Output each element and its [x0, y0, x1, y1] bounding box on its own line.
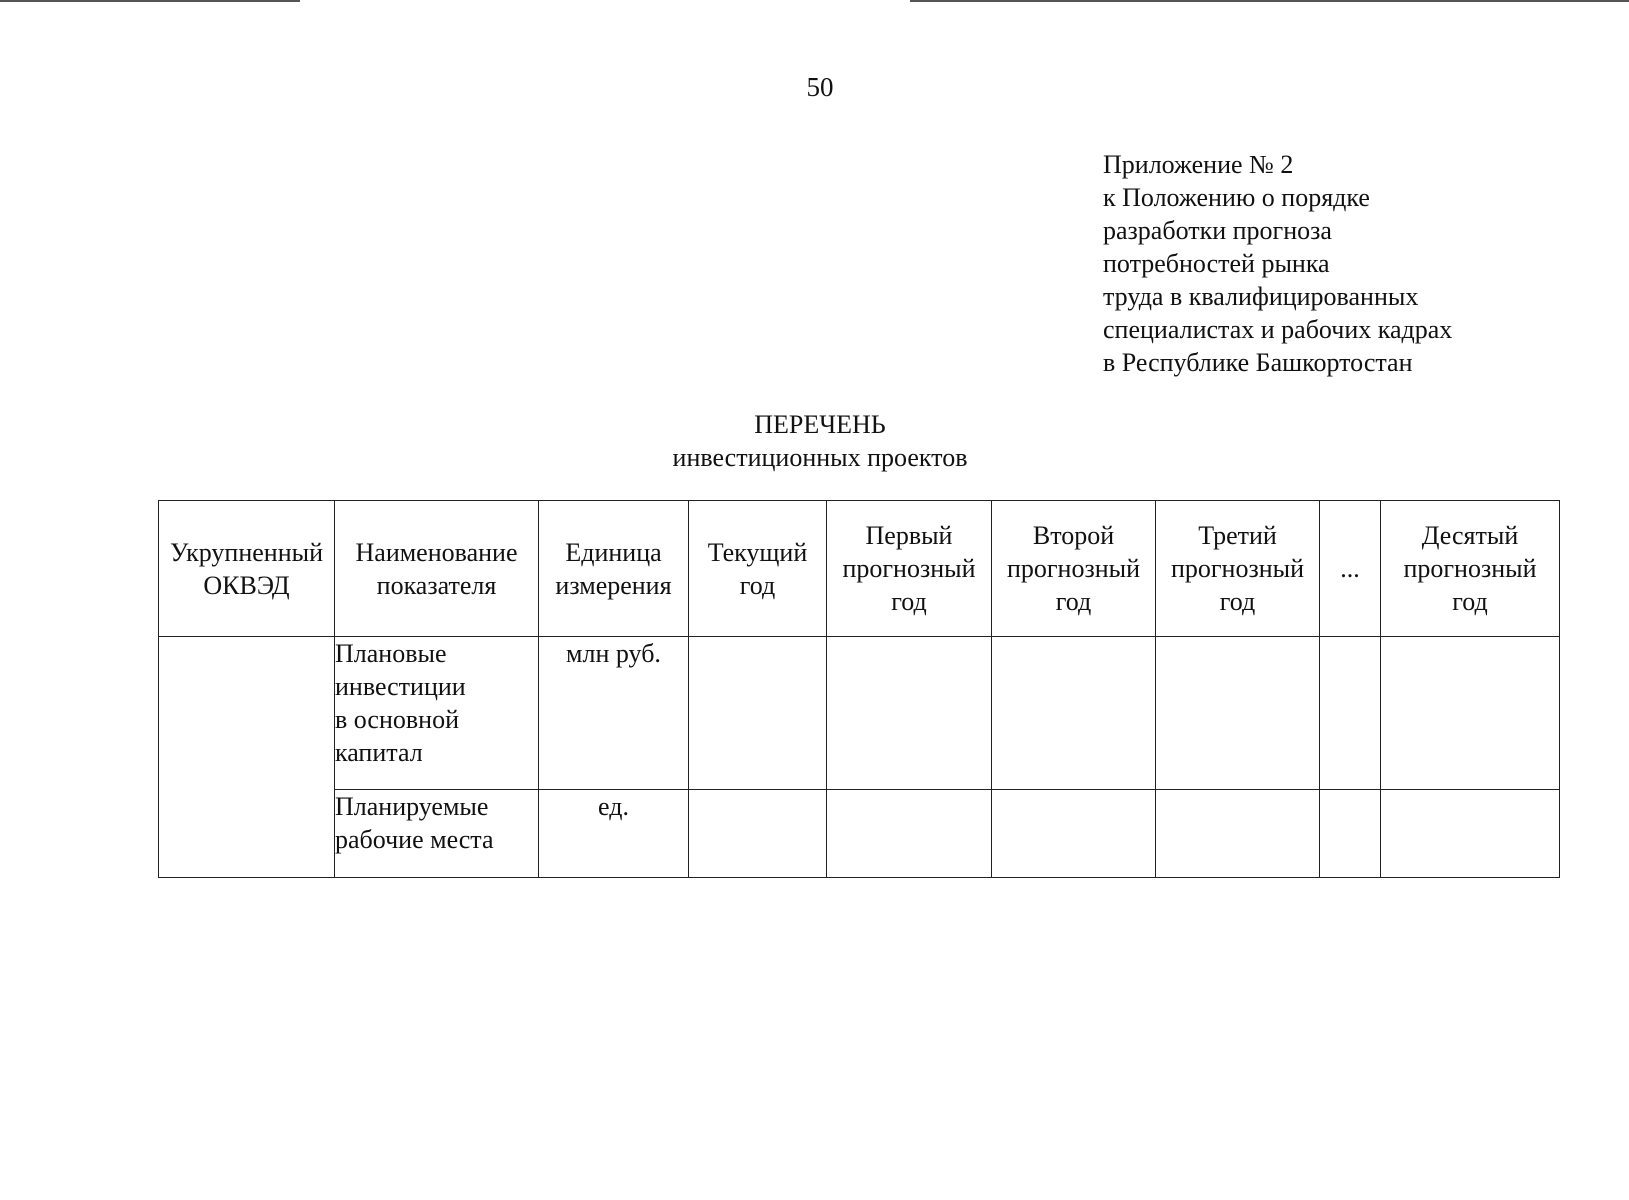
header-third-year-line: год	[1219, 587, 1256, 616]
value-cell	[992, 790, 1156, 878]
indicator-line: рабочие места	[335, 825, 494, 854]
value-cell	[1320, 637, 1381, 790]
header-first-year-line: Первый	[865, 521, 953, 550]
appendix-line: специалистах и рабочих кадрах	[1103, 315, 1453, 344]
header-second-year-line: прогнозный	[1006, 554, 1141, 583]
header-first-forecast-year	[827, 501, 992, 637]
indicator-cell	[335, 637, 539, 790]
header-third-year-line: прогнозный	[1170, 554, 1305, 583]
header-indicator-line: Наименование	[355, 537, 518, 567]
table-header-row	[159, 501, 1560, 637]
appendix-line: к Положению о порядке	[1103, 183, 1370, 212]
header-ellipsis: ...	[1320, 501, 1381, 637]
header-indicator	[335, 501, 539, 637]
header-third-year-line: Третий	[1198, 521, 1277, 550]
appendix-line: разработки прогноза	[1103, 216, 1332, 245]
value-cell	[689, 790, 827, 878]
header-second-forecast-year	[992, 501, 1156, 637]
document-subtitle: инвестиционных проектов	[672, 443, 968, 472]
value-cell	[1381, 790, 1560, 878]
value-cell	[827, 790, 992, 878]
header-okved-line: Укрупненный	[170, 537, 323, 567]
header-third-forecast-year	[1156, 501, 1320, 637]
value-cell	[1156, 637, 1320, 790]
value-cell	[1381, 637, 1560, 790]
unit-cell: ед.	[539, 790, 689, 878]
indicator-line: Планируемые	[335, 792, 489, 821]
header-first-year-line: год	[891, 587, 927, 616]
indicator-line: Плановые	[335, 639, 447, 668]
header-first-year-line: прогнозный	[842, 554, 976, 583]
okved-cell	[159, 637, 335, 878]
header-unit	[539, 501, 689, 637]
appendix-note	[1103, 148, 1452, 379]
header-tenth-year-line: прогнозный	[1403, 554, 1537, 583]
indicator-line: капитал	[335, 738, 423, 767]
header-current-year	[689, 501, 827, 637]
scan-edge-line-left	[0, 0, 300, 2]
table-row	[159, 790, 1560, 878]
header-tenth-year-line: Десятый	[1421, 521, 1519, 550]
value-cell	[1156, 790, 1320, 878]
header-tenth-forecast-year	[1381, 501, 1560, 637]
scan-edge-line-right	[910, 0, 1629, 2]
unit-cell: млн руб.	[539, 637, 689, 790]
value-cell	[827, 637, 992, 790]
header-second-year-line: Второй	[1032, 521, 1115, 550]
value-cell	[1320, 790, 1381, 878]
header-unit-line: Единица	[565, 537, 662, 567]
header-okved	[159, 501, 335, 637]
appendix-line: потребностей рынка	[1103, 249, 1330, 278]
value-cell	[992, 637, 1156, 790]
indicator-line: инвестиции	[335, 672, 466, 701]
indicator-line: в основной	[335, 705, 459, 734]
header-tenth-year-line: год	[1452, 587, 1488, 616]
appendix-line: в Республике Башкортостан	[1103, 348, 1413, 377]
document-title: ПЕРЕЧЕНЬ	[754, 410, 886, 439]
indicator-cell	[335, 790, 539, 878]
table-row	[159, 637, 1560, 790]
appendix-line: труда в квалифицированных	[1103, 282, 1419, 311]
header-current-year-line: Текущий	[707, 537, 808, 567]
header-indicator-line: показателя	[376, 570, 497, 600]
page-number: 50	[806, 72, 834, 102]
investment-projects-table	[158, 500, 1560, 878]
header-unit-line: измерения	[555, 570, 672, 600]
header-second-year-line: год	[1055, 587, 1092, 616]
value-cell	[689, 637, 827, 790]
header-okved-line: ОКВЭД	[203, 570, 290, 600]
header-current-year-line: год	[739, 570, 776, 600]
appendix-line: Приложение № 2	[1103, 150, 1294, 179]
